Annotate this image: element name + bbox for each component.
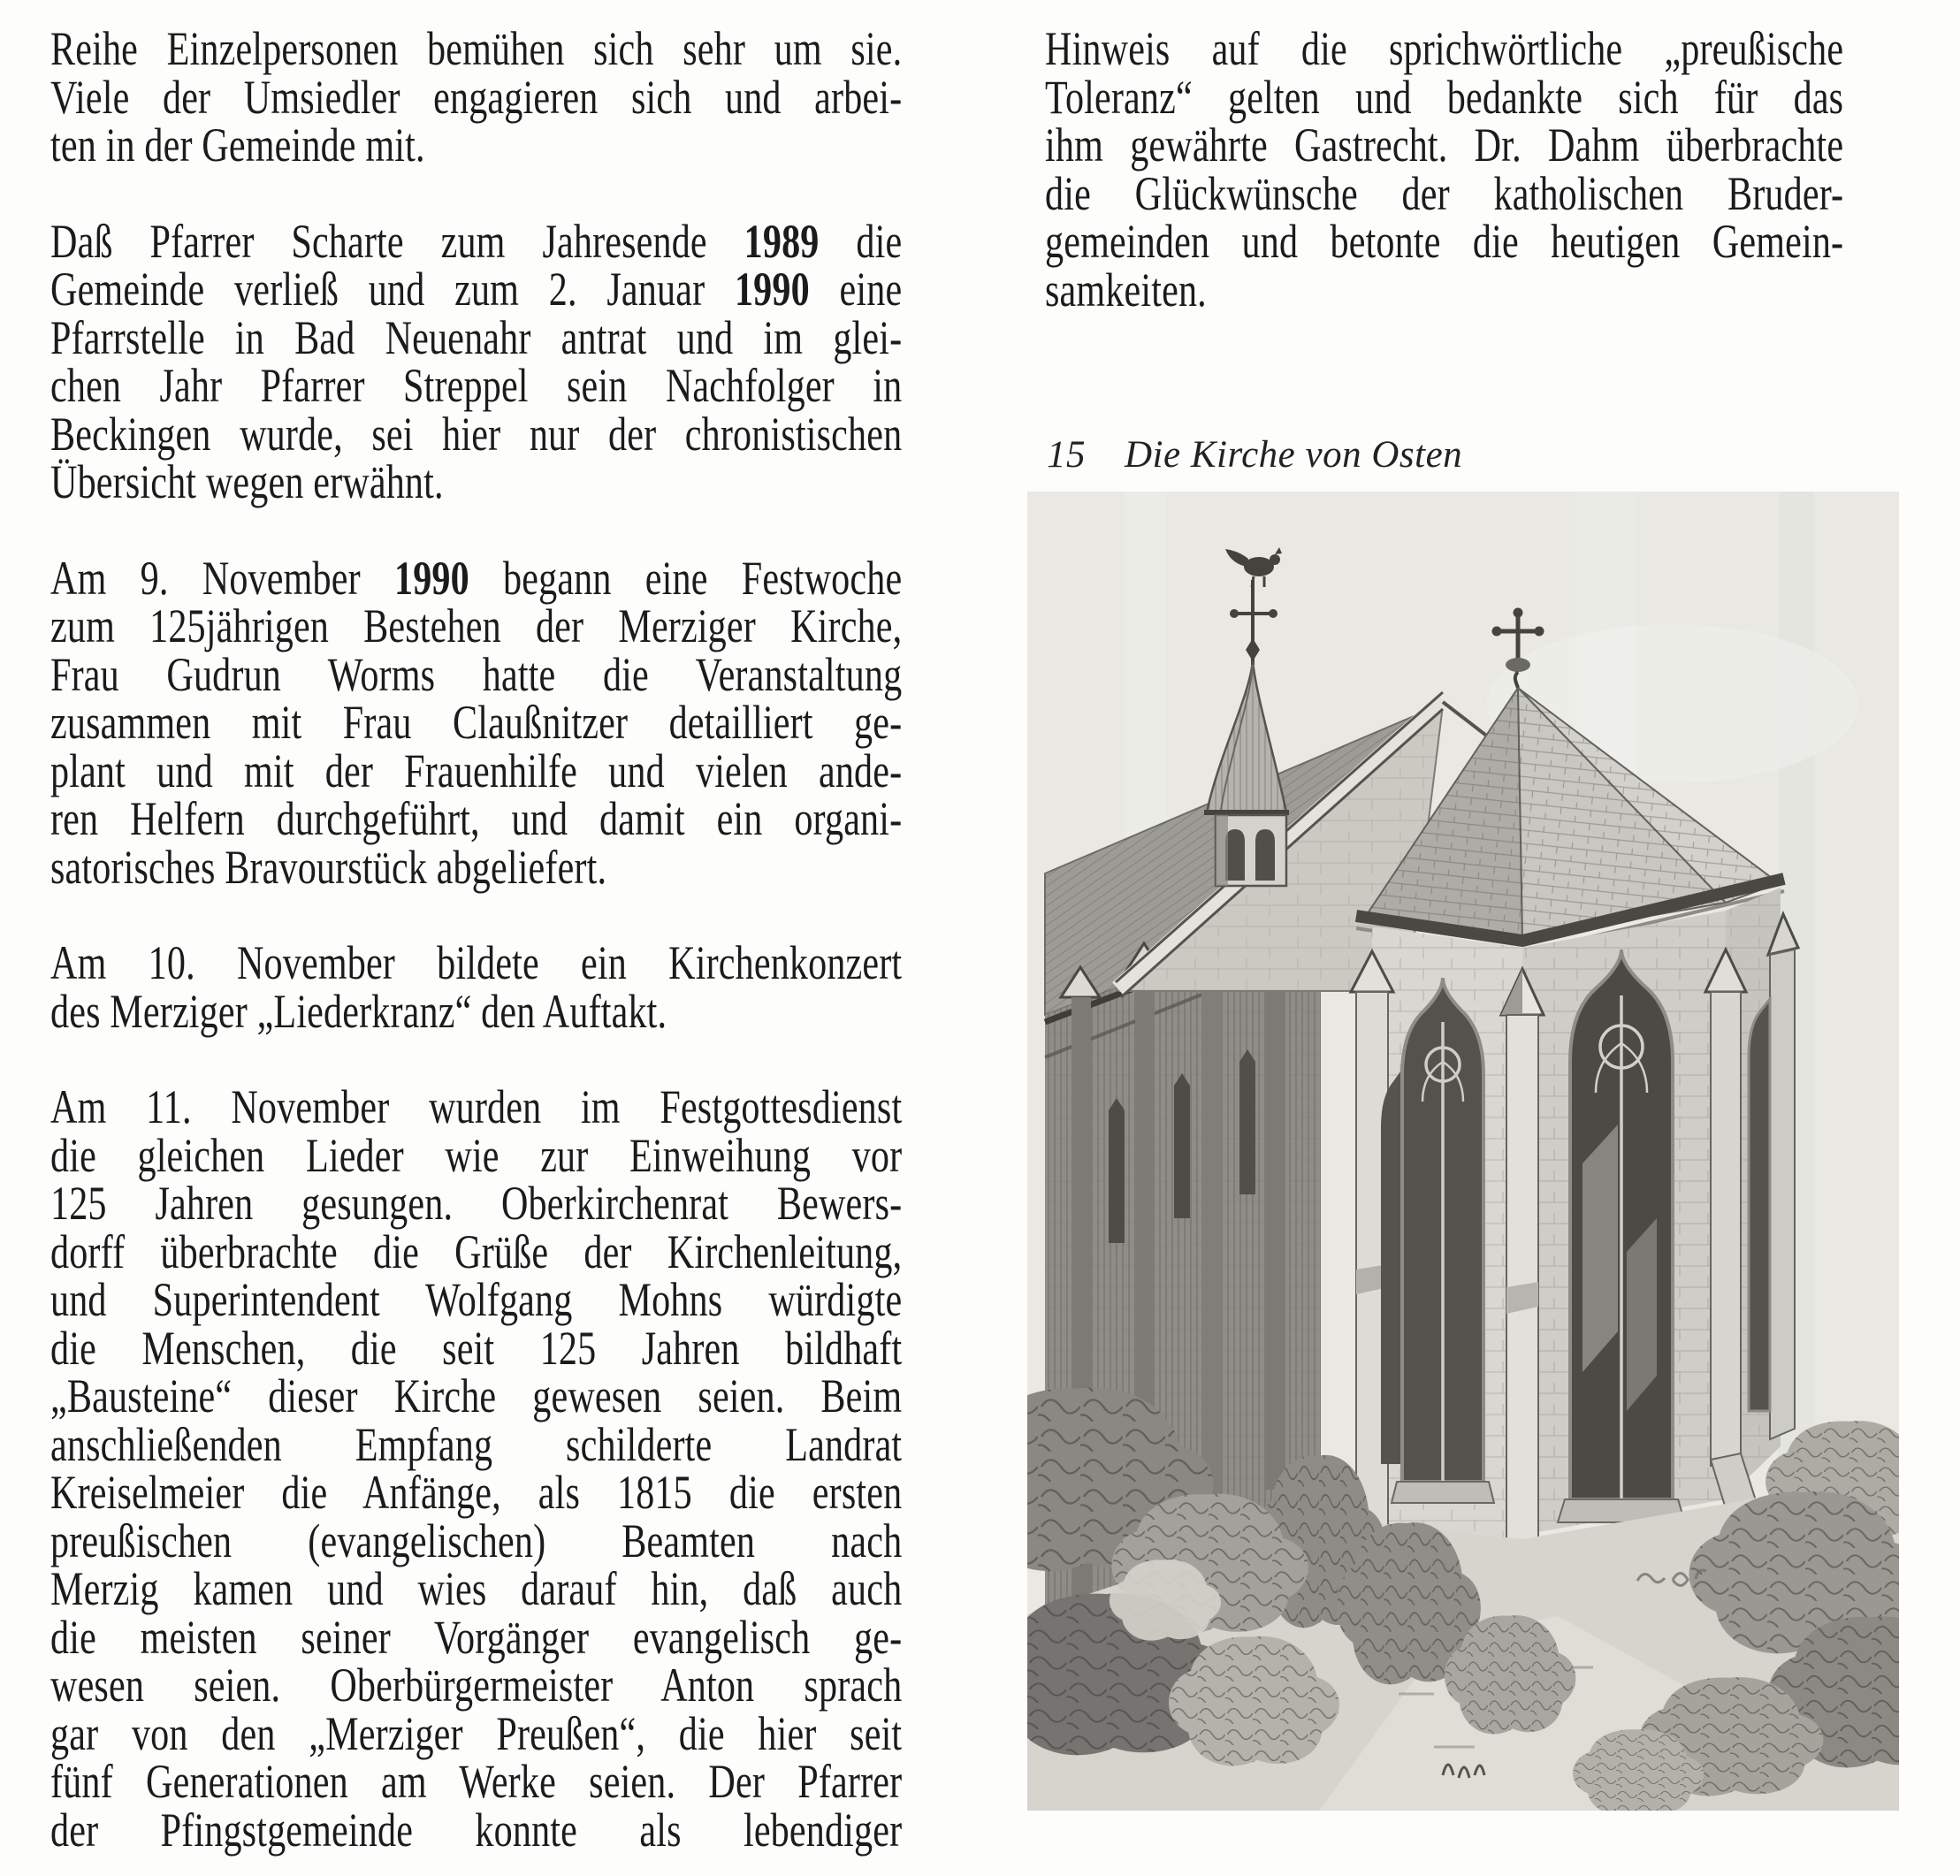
text-line: der Pfingstgemeinde konnte als lebendiger bbox=[50, 1803, 903, 1857]
text-line: Am 11. November wurden im Festgottesdienst bbox=[50, 1080, 903, 1133]
text-line: Übersicht wegen erwähnt. bbox=[50, 455, 444, 508]
right-column-text bbox=[1045, 22, 1917, 316]
text-line: Toleranz“ gelten und bedankte sich für das bbox=[1045, 70, 1844, 124]
text-line: wesen seien. Oberbürgermeister Anton sprach bbox=[50, 1659, 903, 1712]
paragraph bbox=[50, 214, 903, 508]
church-drawing-svg bbox=[1027, 492, 1899, 1811]
paragraph bbox=[50, 936, 903, 1038]
text-line: Gemeinde verließ und zum 2. Januar 1990 eine bbox=[50, 263, 903, 316]
text-line: chen Jahr Pfarrer Streppel sein Nachfolger in bbox=[50, 359, 903, 412]
paragraph bbox=[1045, 22, 1917, 316]
text-line: 125 Jahren gesungen. Oberkirchenrat Bewers- bbox=[50, 1177, 903, 1230]
text-line: die meisten seiner Vorgänger evangelisch ge- bbox=[50, 1610, 903, 1664]
text-line: Beckingen wurde, sei hier nur der chronistischen bbox=[50, 407, 903, 461]
text-line: des Merziger „Liederkranz“ den Auftakt. bbox=[50, 984, 667, 1038]
text-line: Reihe Einzelpersonen bemühen sich sehr um sie. bbox=[50, 22, 903, 75]
text-line: und Superintendent Wolfgang Mohns würdigte bbox=[50, 1273, 903, 1326]
text-line: preußischen (evangelischen) Beamten nach bbox=[50, 1514, 903, 1567]
right-column bbox=[1045, 22, 1917, 476]
text-line: ren Helfern durchgeführt, und damit ein organi- bbox=[50, 792, 903, 845]
figure-caption bbox=[1047, 433, 1462, 477]
text-line: samkeiten. bbox=[1045, 263, 1207, 316]
text-line: Viele der Umsiedler engagieren sich und arbei- bbox=[50, 70, 903, 124]
left-column bbox=[50, 22, 903, 1857]
text-line: Am 10. November bildete ein Kirchenkonzert bbox=[50, 936, 903, 989]
text-line: gemeinden und betonte die heutigen Gemein- bbox=[1045, 215, 1844, 268]
text-line: zum 125jährigen Bestehen der Merziger Kirche, bbox=[50, 599, 903, 652]
text-line: „Bausteine“ dieser Kirche gewesen seien. Beim bbox=[50, 1369, 903, 1422]
text-line: anschließenden Empfang schilderte Landrat bbox=[50, 1417, 903, 1471]
paragraph bbox=[50, 22, 903, 172]
text-line: die Menschen, die seit 125 Jahren bildhaft bbox=[50, 1321, 903, 1375]
text-line: Hinweis auf die sprichwörtliche „preußische bbox=[1045, 22, 1844, 75]
text-line: Merzig kamen und wies darauf hin, daß auch bbox=[50, 1562, 903, 1615]
paragraph bbox=[50, 1080, 903, 1857]
text-line: plant und mit der Frauenhilfe und vielen ande- bbox=[50, 744, 903, 797]
text-line: dorff überbrachte die Grüße der Kirchenleitung, bbox=[50, 1224, 903, 1278]
paragraph bbox=[50, 551, 903, 894]
text-line: zusammen mit Frau Claußnitzer detailliert ge- bbox=[50, 696, 903, 749]
figure-caption-number: 15 bbox=[1047, 434, 1086, 476]
text-line: Pfarrstelle in Bad Neuenahr antrat und im glei- bbox=[50, 310, 903, 364]
text-line: fünf Generationen am Werke seien. Der Pfarrer bbox=[50, 1755, 903, 1808]
text-line: ten in der Gemeinde mit. bbox=[50, 118, 425, 172]
church-figure bbox=[1027, 492, 1899, 1811]
figure-caption-title: Die Kirche von Osten bbox=[1125, 434, 1463, 476]
text-line: Frau Gudrun Worms hatte die Veranstaltung bbox=[50, 647, 903, 701]
text-line: satorisches Bravourstück abgeliefert. bbox=[50, 840, 607, 894]
text-line: die Glückwünsche der katholischen Bruder- bbox=[1045, 166, 1844, 220]
text-line: ihm gewährte Gastrecht. Dr. Dahm überbrachte bbox=[1045, 118, 1844, 172]
text-line: die gleichen Lieder wie zur Einweihung vor bbox=[50, 1128, 903, 1182]
text-line: Daß Pfarrer Scharte zum Jahresende 1989 die bbox=[50, 214, 903, 268]
text-line: gar von den „Merziger Preußen“, die hier seit bbox=[50, 1706, 903, 1760]
text-line: Kreiselmeier die Anfänge, als 1815 die ersten bbox=[50, 1466, 903, 1519]
text-line: Am 9. November 1990 begann eine Festwoche bbox=[50, 551, 903, 605]
